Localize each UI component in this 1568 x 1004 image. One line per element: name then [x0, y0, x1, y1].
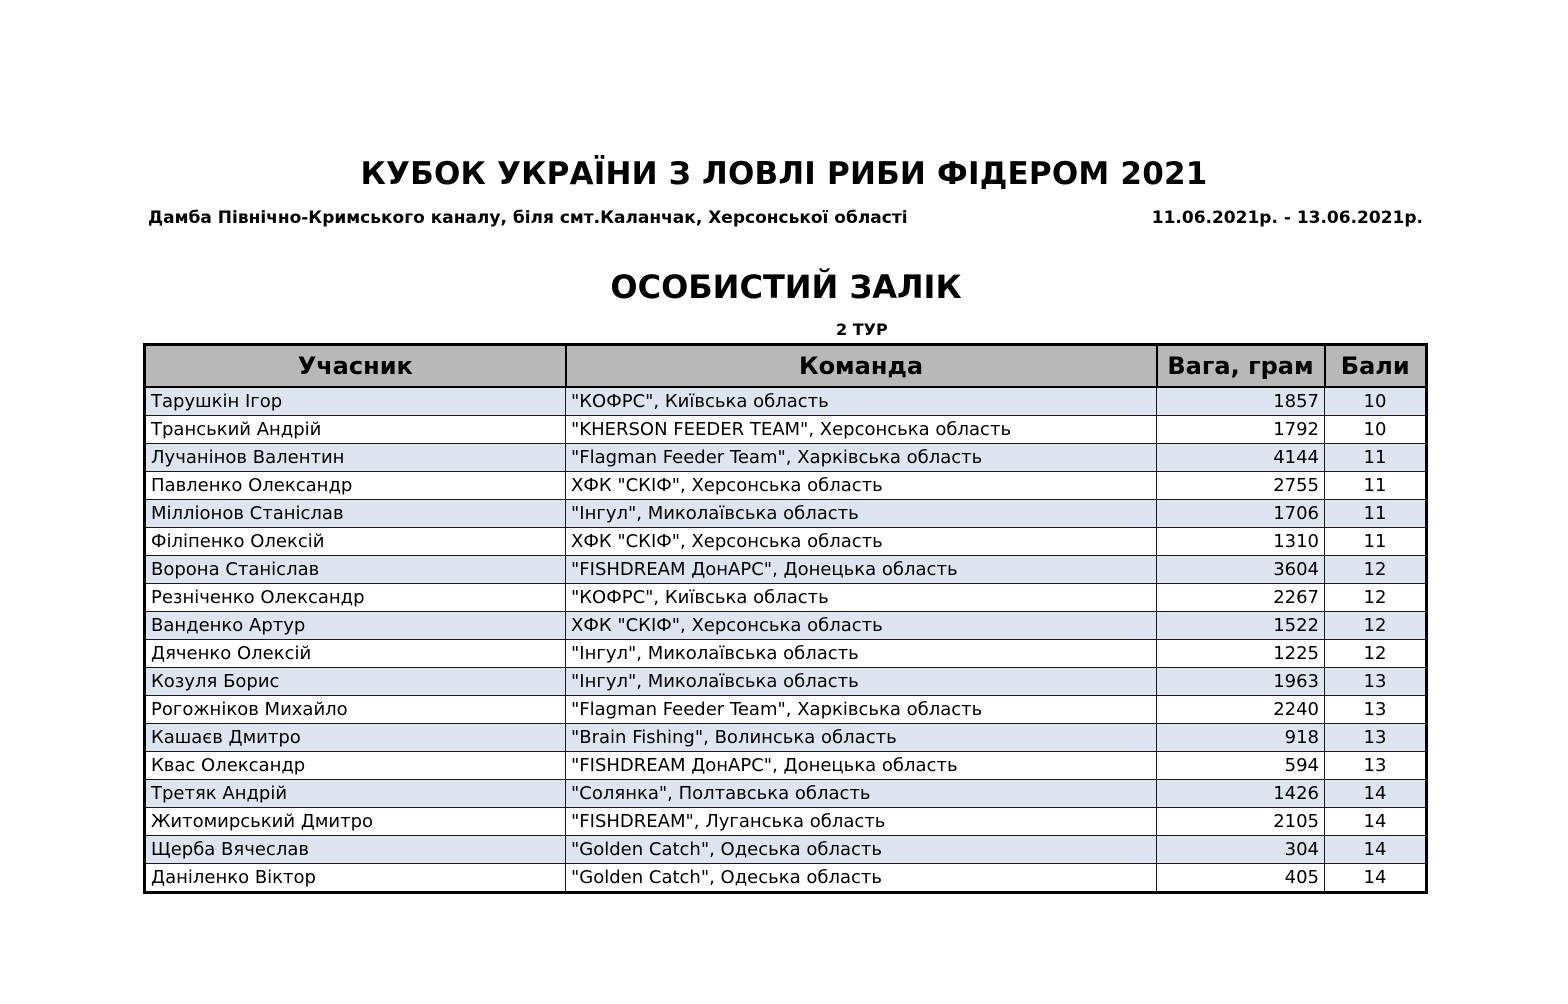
cell-team: "FISHDREAM ДонАРС", Донецька область [566, 752, 1157, 780]
cell-team: "FISHDREAM ДонАРС", Донецька область [566, 556, 1157, 584]
cell-weight: 304 [1157, 836, 1325, 864]
cell-points: 10 [1325, 416, 1427, 444]
cell-points: 12 [1325, 640, 1427, 668]
cell-weight: 2240 [1157, 696, 1325, 724]
cell-points: 14 [1325, 808, 1427, 836]
document-title: КУБОК УКРАЇНИ З ЛОВЛІ РИБИ ФІДЕРОМ 2021 [360, 156, 1208, 192]
cell-participant: Козуля Борис [145, 668, 566, 696]
table-row [145, 387, 1427, 416]
cell-weight: 918 [1157, 724, 1325, 752]
cell-points: 12 [1325, 612, 1427, 640]
cell-team: "FISHDREAM", Луганська область [566, 808, 1157, 836]
cell-team: ХФК "СКІФ", Херсонська область [566, 472, 1157, 500]
table-row [145, 556, 1427, 584]
cell-participant: Третяк Андрій [145, 780, 566, 808]
cell-weight: 1310 [1157, 528, 1325, 556]
cell-weight: 594 [1157, 752, 1325, 780]
cell-team: "KHERSON FEEDER TEAM", Херсонська область [566, 416, 1157, 444]
cell-participant: Дяченко Олексій [145, 640, 566, 668]
round-label: 2 ТУР [836, 320, 888, 339]
cell-weight: 2105 [1157, 808, 1325, 836]
cell-team: ХФК "СКІФ", Херсонська область [566, 528, 1157, 556]
cell-participant: Павленко Олександр [145, 472, 566, 500]
cell-weight: 1426 [1157, 780, 1325, 808]
cell-weight: 4144 [1157, 444, 1325, 472]
cell-points: 11 [1325, 528, 1427, 556]
table-row [145, 724, 1427, 752]
cell-participant: Ворона Станіслав [145, 556, 566, 584]
cell-weight: 1857 [1157, 387, 1325, 416]
cell-participant: Лучанінов Валентин [145, 444, 566, 472]
cell-team: "Солянка", Полтавська область [566, 780, 1157, 808]
cell-points: 12 [1325, 584, 1427, 612]
cell-team: "КОФРС", Київська область [566, 584, 1157, 612]
cell-weight: 3604 [1157, 556, 1325, 584]
table-row [145, 612, 1427, 640]
cell-weight: 2267 [1157, 584, 1325, 612]
cell-participant: Резніченко Олександр [145, 584, 566, 612]
cell-participant: Квас Олександр [145, 752, 566, 780]
cell-points: 13 [1325, 724, 1427, 752]
cell-participant: Ванденко Артур [145, 612, 566, 640]
cell-weight: 405 [1157, 864, 1325, 893]
cell-team: "Інгул", Миколаївська область [566, 500, 1157, 528]
cell-points: 14 [1325, 780, 1427, 808]
cell-weight: 1963 [1157, 668, 1325, 696]
cell-participant: Рогожніков Михайло [145, 696, 566, 724]
cell-points: 11 [1325, 472, 1427, 500]
cell-weight: 1706 [1157, 500, 1325, 528]
header-team: Команда [566, 345, 1157, 388]
cell-points: 13 [1325, 752, 1427, 780]
results-table [143, 343, 1428, 894]
cell-points: 10 [1325, 387, 1427, 416]
cell-weight: 1522 [1157, 612, 1325, 640]
cell-team: "Flagman Feeder Team", Харківська область [566, 696, 1157, 724]
cell-weight: 1792 [1157, 416, 1325, 444]
table-row [145, 444, 1427, 472]
table-row [145, 528, 1427, 556]
cell-team: "Інгул", Миколаївська область [566, 668, 1157, 696]
table-header-row [145, 345, 1427, 388]
cell-participant: Філіпенко Олексій [145, 528, 566, 556]
table-row [145, 500, 1427, 528]
cell-participant: Транський Андрій [145, 416, 566, 444]
cell-points: 13 [1325, 668, 1427, 696]
table-row [145, 752, 1427, 780]
cell-points: 11 [1325, 500, 1427, 528]
section-subtitle: ОСОБИСТИЙ ЗАЛІК [610, 268, 962, 306]
table-row [145, 472, 1427, 500]
header-weight: Вага, грам [1157, 345, 1325, 388]
cell-participant: Житомирський Дмитро [145, 808, 566, 836]
cell-team: "Golden Catch", Одеська область [566, 864, 1157, 893]
event-dates: 11.06.2021р. - 13.06.2021р. [1151, 208, 1423, 228]
cell-points: 13 [1325, 696, 1427, 724]
cell-team: "Flagman Feeder Team", Харківська область [566, 444, 1157, 472]
table-row [145, 640, 1427, 668]
cell-weight: 2755 [1157, 472, 1325, 500]
cell-team: "КОФРС", Київська область [566, 387, 1157, 416]
cell-participant: Тарушкін Ігор [145, 387, 566, 416]
cell-team: "Інгул", Миколаївська область [566, 640, 1157, 668]
table-row [145, 836, 1427, 864]
cell-participant: Кашаєв Дмитро [145, 724, 566, 752]
cell-points: 14 [1325, 836, 1427, 864]
cell-team: ХФК "СКІФ", Херсонська область [566, 612, 1157, 640]
table-row [145, 416, 1427, 444]
cell-participant: Мілліонов Станіслав [145, 500, 566, 528]
cell-weight: 1225 [1157, 640, 1325, 668]
cell-participant: Даніленко Віктор [145, 864, 566, 893]
table-row [145, 668, 1427, 696]
table-row [145, 696, 1427, 724]
table-row [145, 864, 1427, 893]
cell-points: 12 [1325, 556, 1427, 584]
cell-team: "Brain Fishing", Волинська область [566, 724, 1157, 752]
table-row [145, 584, 1427, 612]
table-row [145, 808, 1427, 836]
header-participant: Учасник [145, 345, 566, 388]
cell-points: 11 [1325, 444, 1427, 472]
cell-team: "Golden Catch", Одеська область [566, 836, 1157, 864]
cell-participant: Щерба Вячеслав [145, 836, 566, 864]
header-points: Бали [1325, 345, 1427, 388]
table-row [145, 780, 1427, 808]
event-location: Дамба Північно-Кримського каналу, біля смт.Каланчак, Херсонської області [148, 208, 908, 228]
cell-points: 14 [1325, 864, 1427, 893]
results-body [145, 387, 1427, 893]
